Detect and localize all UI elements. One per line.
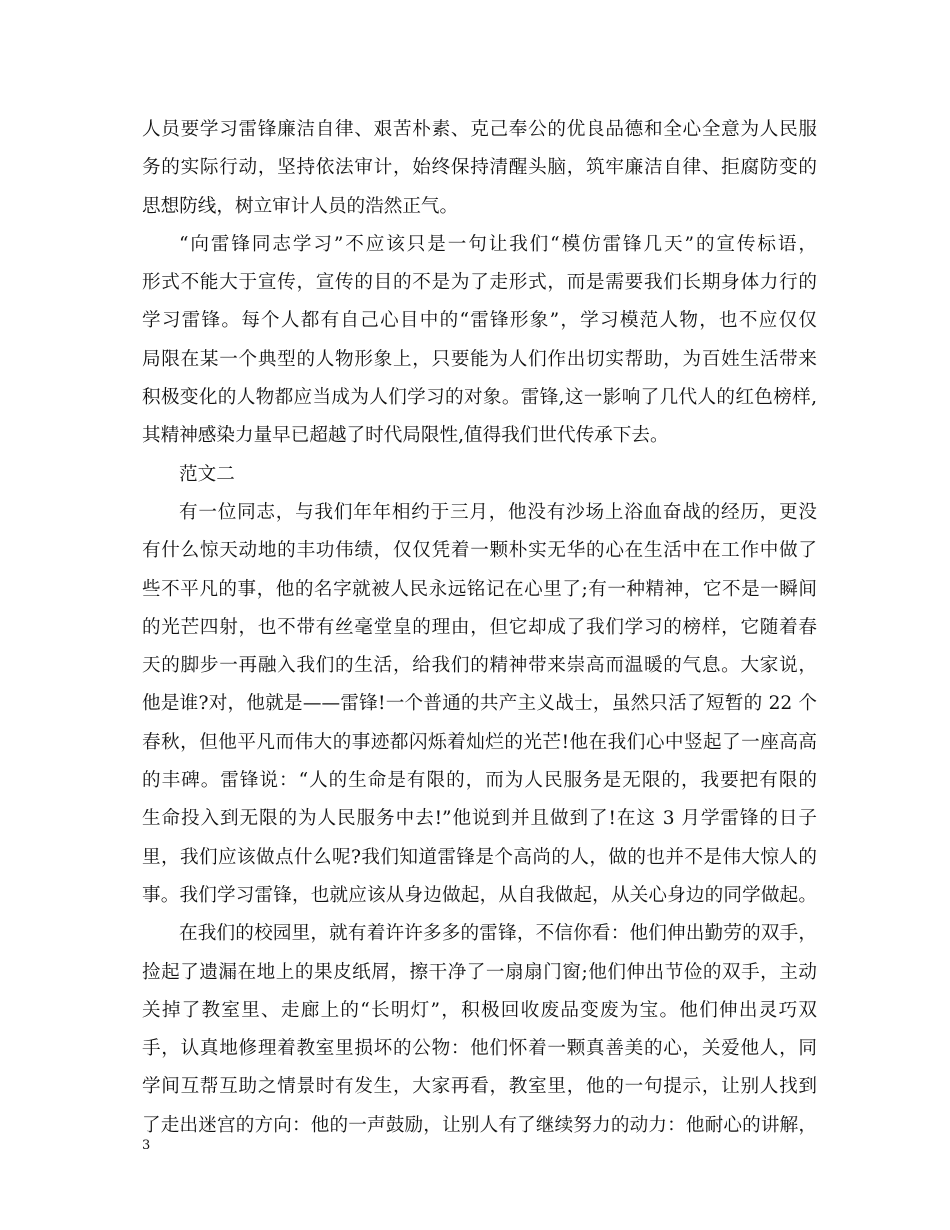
text-line: 他是谁?对，他就是——雷锋!一个普通的共产主义战士，虽然只活了短暂的 22 个 bbox=[142, 693, 817, 715]
text-line: 有一位同志，与我们年年相约于三月，他没有沙场上浴血奋战的经历，更没 bbox=[179, 501, 817, 523]
text-line: 关掉了教室里、走廊上的“长明灯”，积极回收废品变废为宝。他们伸出灵巧双 bbox=[142, 999, 817, 1021]
text-line: 了走出迷宫的方向：他的一声鼓励，让别人有了继续努力的动力：他耐心的讲解， bbox=[142, 1114, 817, 1136]
text-line: 务的实际行动，坚持依法审计，始终保持清醒头脑，筑牢廉洁自律、拒腐防变的 bbox=[142, 157, 817, 179]
text-line: 手，认真地修理着教室里损坏的公物：他们怀着一颗真善美的心，关爱他人，同 bbox=[142, 1038, 817, 1060]
text-line: “向雷锋同志学习”不应该只是一句让我们“模仿雷锋几天”的宣传标语， bbox=[179, 233, 817, 255]
text-line: 的光芒四射，也不带有丝毫堂皇的理由，但它却成了我们学习的榜样，它随着春 bbox=[142, 616, 817, 638]
text-line: 里，我们应该做点什么呢?我们知道雷锋是个高尚的人，做的也并不是伟大惊人的 bbox=[142, 846, 817, 868]
document-body bbox=[142, 111, 817, 1145]
text-line: 有什么惊天动地的丰功伟绩，仅仅凭着一颗朴实无华的心在生活中在工作中做了 bbox=[142, 540, 817, 562]
text-line: 的丰碑。雷锋说：“人的生命是有限的，而为人民服务是无限的，我要把有限的 bbox=[142, 770, 817, 792]
text-line: 人员要学习雷锋廉洁自律、艰苦朴素、克己奉公的优良品德和全心全意为人民服 bbox=[142, 119, 817, 140]
text-line: 其精神感染力量早已超越了时代局限性,值得我们世代传承下去。 bbox=[142, 425, 669, 447]
text-line: 思想防线，树立审计人员的浩然正气。 bbox=[142, 195, 459, 217]
page-number: 3 bbox=[142, 1138, 151, 1153]
text-line: 形式不能大于宣传，宣传的目的不是为了走形式，而是需要我们长期身体力行的 bbox=[142, 272, 817, 294]
text-line: 春秋，但他平凡而伟大的事迹都闪烁着灿烂的光芒!他在我们心中竖起了一座高高 bbox=[142, 731, 817, 753]
text-line: 捡起了遗漏在地上的果皮纸屑，擦干净了一扇扇门窗;他们伸出节俭的双手，主动 bbox=[142, 961, 817, 983]
text-line: 积极变化的人物都应当成为人们学习的对象。雷锋,这一影响了几代人的红色榜样, bbox=[142, 387, 817, 409]
text-line: 学间互帮互助之情景时有发生，大家再看，教室里，他的一句提示，让别人找到 bbox=[142, 1076, 817, 1098]
text-line: 事。我们学习雷锋，也就应该从身边做起，从自我做起，从关心身边的同学做起。 bbox=[142, 884, 817, 906]
text-line: 天的脚步一再融入我们的生活，给我们的精神带来崇高而温暖的气息。大家说， bbox=[142, 655, 817, 677]
text-line: 些不平凡的事，他的名字就被人民永远铭记在心里了;有一种精神，它不是一瞬间 bbox=[142, 578, 817, 600]
text-line: 生命投入到无限的为人民服务中去!”他说到并且做到了!在这 3 月学雷锋的日子 bbox=[142, 808, 817, 830]
text-line: 在我们的校园里，就有着许许多多的雷锋，不信你看：他们伸出勤劳的双手， bbox=[179, 923, 817, 945]
text-line: 学习雷锋。每个人都有自己心目中的“雷锋形象”，学习模范人物，也不应仅仅 bbox=[142, 310, 817, 332]
text-line: 范文二 bbox=[179, 463, 235, 485]
text-line: 局限在某一个典型的人物形象上，只要能为人们作出切实帮助，为百姓生活带来 bbox=[142, 348, 817, 370]
